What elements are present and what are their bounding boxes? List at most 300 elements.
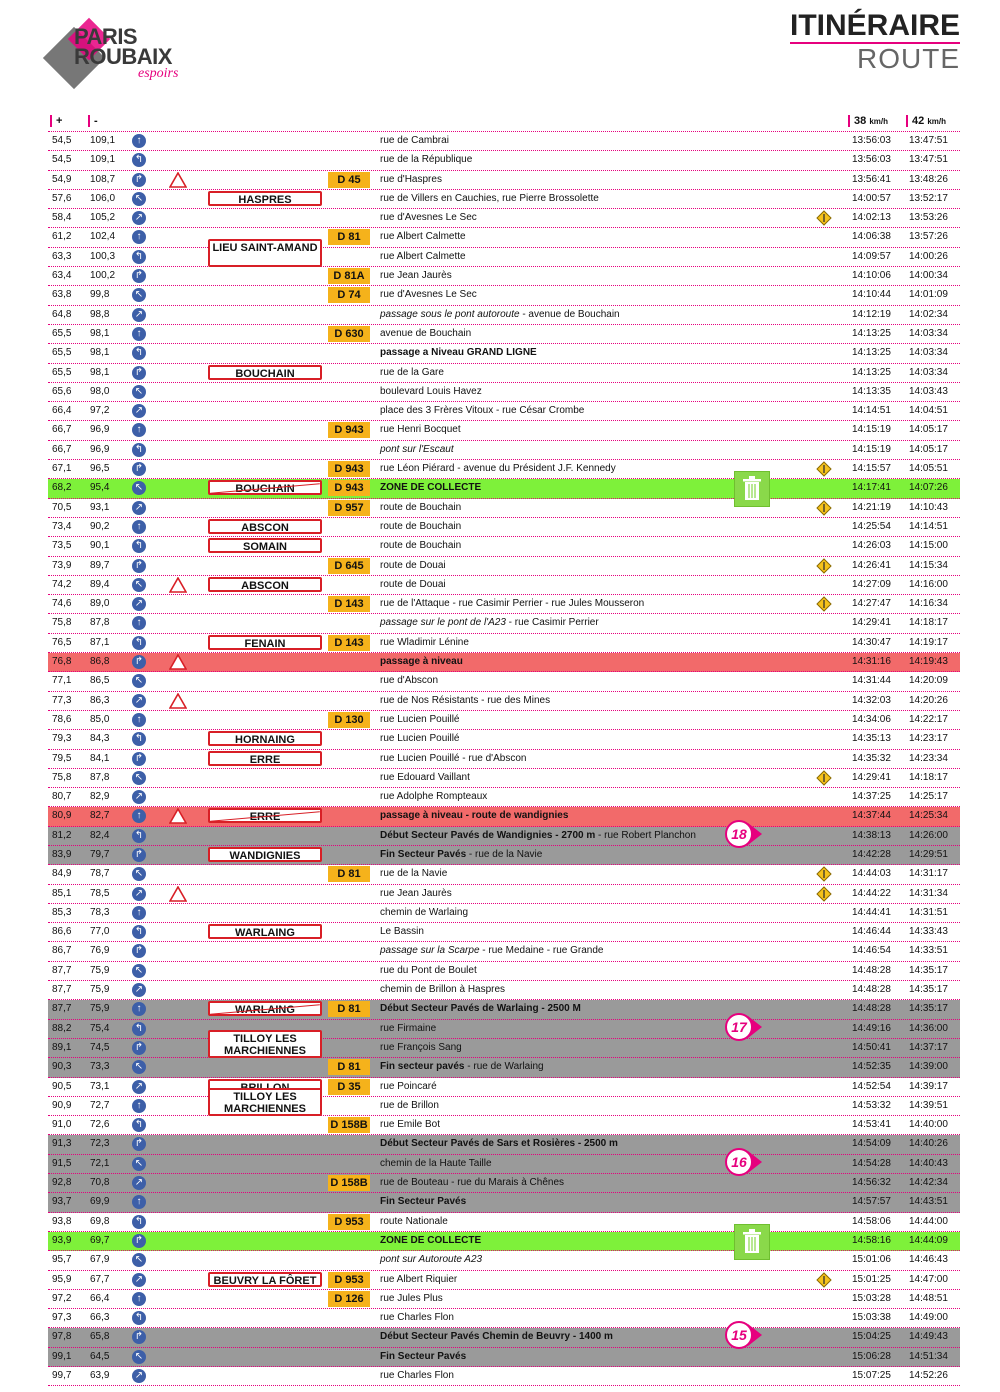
town-sign: ABSCON [208,577,322,592]
itinerary-table [48,113,960,1386]
direction-arrow-icon: ↰ [132,732,146,746]
route-description [380,193,599,204]
km-done: 57,6 [52,192,72,204]
description-text: rue Adolphe Rompteaux [380,791,488,803]
km-remaining: 87,8 [90,771,110,783]
route-description [380,231,466,242]
table-header [48,113,960,132]
table-row [48,267,960,286]
time-38kmh: 14:09:57 [852,250,891,262]
time-38kmh: 14:58:06 [852,1215,891,1227]
time-38kmh: 15:03:28 [852,1292,891,1304]
description-text: rue Albert Riquier [380,1273,458,1285]
table-row [48,1232,960,1251]
direction-arrow-icon: ↗ [132,1369,146,1383]
route-description [380,1081,437,1092]
km-done: 63,4 [52,270,72,282]
description-text: rue de la Navie [380,868,448,880]
description-text: rue Charles Flon [380,1370,454,1381]
time-42kmh: 14:05:51 [909,463,948,475]
warning-triangle-icon [169,693,187,709]
time-38kmh: 14:26:03 [852,540,891,552]
road-sign-turn-icon [816,558,832,574]
km-remaining: 106,0 [90,192,116,204]
description-bold: Fin Secteur Pavés [380,848,467,860]
table-row [48,962,960,981]
table-row [48,923,960,942]
table-row [48,557,960,576]
km-done: 65,5 [52,366,72,378]
road-number-badge: D 81A [328,268,370,284]
table-row [48,672,960,691]
town-sign: FENAIN [208,635,322,650]
time-42kmh: 14:18:17 [909,617,948,629]
direction-arrow-icon: ↗ [132,790,146,804]
km-done: 83,9 [52,848,72,860]
route-description [380,1235,481,1246]
road-number-badge: D 143 [328,596,370,612]
time-42kmh: 13:47:51 [909,154,948,166]
description-text: route de Douai [380,578,446,590]
km-done: 64,8 [52,308,72,320]
direction-arrow-icon: ↖ [132,867,146,881]
km-done: 74,2 [52,578,72,590]
direction-arrow-icon: ↑ [132,1195,146,1209]
km-done: 93,9 [52,1234,72,1246]
km-remaining: 102,4 [90,231,116,243]
time-42kmh: 14:22:17 [909,713,948,725]
direction-arrow-icon: ↱ [132,1234,146,1248]
km-done: 65,5 [52,327,72,339]
header-speed-42: 42 km/h [906,115,946,127]
km-done: 87,7 [52,964,72,976]
table-row [48,846,960,865]
km-done: 70,5 [52,501,72,513]
km-remaining: 73,3 [90,1061,110,1073]
route-description [380,328,471,339]
time-38kmh: 14:27:47 [852,598,891,610]
time-42kmh: 14:49:00 [909,1312,948,1324]
km-done: 80,7 [52,791,72,803]
warning-triangle-icon [169,808,187,824]
description-bold: passage à niveau [380,810,463,822]
time-38kmh: 14:46:44 [852,926,891,938]
description-text: rue Lucien Pouillé [380,713,460,725]
time-42kmh: 14:23:34 [909,752,948,764]
route-description [380,772,470,783]
table-row [48,402,960,421]
km-done: 61,2 [52,231,72,243]
route-description [380,502,461,513]
route-description [380,1351,466,1362]
km-remaining: 98,1 [90,327,110,339]
description-text: rue de Nos Résistants - rue des Mines [380,694,551,706]
route-description [380,174,442,185]
description-text: - rue de Warlaing [464,1061,544,1073]
time-38kmh: 14:57:57 [852,1196,891,1208]
time-42kmh: 14:00:34 [909,270,948,282]
description-text: rue Lucien Pouillé - rue d'Abscon [380,752,527,764]
direction-arrow-icon: ↑ [132,1292,146,1306]
direction-arrow-icon: ↱ [132,848,146,862]
road-number-badge: D 81 [328,229,370,245]
road-number-badge: D 81 [328,1001,370,1017]
description-text: rue Wladimir Lénine [380,636,469,648]
direction-arrow-icon: ↰ [132,250,146,264]
time-38kmh: 14:13:25 [852,366,891,378]
km-done: 86,6 [52,926,72,938]
km-remaining: 86,8 [90,656,110,668]
road-number-badge: D 143 [328,635,370,651]
description-text: Le Bassin [380,926,424,938]
table-row [48,692,960,711]
time-42kmh: 14:03:43 [909,385,948,397]
table-row [48,499,960,518]
time-42kmh: 13:48:26 [909,173,948,185]
time-42kmh: 14:37:17 [909,1041,948,1053]
warning-triangle-icon [169,654,187,670]
time-38kmh: 14:52:35 [852,1061,891,1073]
time-42kmh: 14:26:00 [909,829,948,841]
time-42kmh: 14:31:17 [909,868,948,880]
description-bold: Début Secteur Pavés de Wandignies - 2700 m [380,829,596,841]
route-description [380,251,466,262]
route-description [380,540,461,551]
km-remaining: 97,2 [90,405,110,417]
direction-arrow-icon: ↰ [132,829,146,843]
table-row [48,576,960,595]
km-done: 93,8 [52,1215,72,1227]
route-description [380,733,460,744]
direction-arrow-icon: ↗ [132,308,146,322]
km-done: 86,7 [52,945,72,957]
km-done: 77,3 [52,694,72,706]
time-38kmh: 14:49:16 [852,1022,891,1034]
description-text: rue Léon Piérard - avenue du Président J.F. Kennedy [380,463,616,475]
time-42kmh: 14:31:34 [909,887,948,899]
route-description [380,1061,544,1072]
town-sign: TILLOY LES MARCHIENNES [208,1088,322,1116]
km-done: 92,8 [52,1177,72,1189]
time-38kmh: 13:56:03 [852,135,891,146]
description-text: rue de la République [380,154,473,166]
table-row [48,1020,960,1039]
description-text: avenue de Bouchain [380,327,472,339]
route-description [380,579,446,590]
time-42kmh: 13:53:26 [909,212,948,224]
direction-arrow-icon: ↑ [132,327,146,341]
table-row [48,1367,960,1386]
time-42kmh: 14:20:09 [909,675,948,687]
time-42kmh: 14:14:51 [909,520,948,532]
table-row [48,306,960,325]
paris-roubaix-logo [46,22,186,92]
direction-arrow-icon: ↑ [132,906,146,920]
km-remaining: 98,0 [90,385,110,397]
town-sign: HORNAING [208,731,322,746]
km-done: 85,3 [52,906,72,918]
km-remaining: 64,5 [90,1350,110,1362]
time-42kmh: 13:47:51 [909,135,948,146]
time-42kmh: 14:07:26 [909,482,948,494]
description-text: rue d'Haspres [380,173,442,185]
direction-arrow-icon: ↑ [132,713,146,727]
km-done: 66,7 [52,424,72,436]
direction-arrow-icon: ↖ [132,1060,146,1074]
road-sign-fork-icon [816,866,832,882]
time-38kmh: 13:56:41 [852,173,891,185]
km-remaining: 90,2 [90,520,110,532]
time-38kmh: 14:15:57 [852,463,891,475]
direction-arrow-icon: ↖ [132,385,146,399]
time-42kmh: 14:25:34 [909,810,948,822]
km-remaining: 105,2 [90,212,116,224]
table-row [48,1271,960,1290]
direction-arrow-icon: ↑ [132,1002,146,1016]
warning-triangle-icon [169,172,187,188]
km-done: 87,7 [52,1003,72,1015]
time-42kmh: 14:18:17 [909,771,948,783]
km-done: 63,3 [52,250,72,262]
route-description [380,1274,457,1285]
table-row [48,1251,960,1270]
km-done: 67,1 [52,463,72,475]
table-row [48,634,960,653]
time-38kmh: 14:56:32 [852,1177,891,1189]
time-38kmh: 14:17:41 [852,482,891,494]
direction-arrow-icon: ↱ [132,366,146,380]
time-38kmh: 15:06:28 [852,1350,891,1362]
description-bold: passage à niveau [380,656,463,668]
direction-arrow-icon: ↰ [132,636,146,650]
time-42kmh: 14:04:51 [909,405,948,417]
km-done: 99,7 [52,1370,72,1381]
route-description [380,1177,564,1188]
direction-arrow-icon: ↱ [132,1041,146,1055]
time-42kmh: 14:39:51 [909,1099,948,1111]
time-38kmh: 14:32:03 [852,694,891,706]
direction-arrow-icon: ↖ [132,1157,146,1171]
town-sign: ERRE [208,751,322,766]
time-38kmh: 14:54:28 [852,1157,891,1169]
time-38kmh: 14:06:38 [852,231,891,243]
road-number-badge: D 953 [328,1214,370,1230]
km-remaining: 75,9 [90,1003,110,1015]
route-description [380,1158,492,1169]
header-km-remaining: - [88,115,98,127]
description-text: - rue Medaine - rue Grande [479,945,604,957]
time-38kmh: 14:12:19 [852,308,891,320]
route-description [380,907,468,918]
time-38kmh: 14:48:28 [852,1003,891,1015]
km-done: 97,8 [52,1331,72,1343]
description-bold: Fin secteur pavés [380,1061,465,1073]
description-italic: pont sur l'Escaut [380,443,454,455]
time-42kmh: 13:57:26 [909,231,948,243]
table-row [48,942,960,961]
km-remaining: 96,5 [90,463,110,475]
time-42kmh: 14:51:34 [909,1350,948,1362]
road-number-badge: D 943 [328,422,370,438]
direction-arrow-icon: ↰ [132,1118,146,1132]
table-row [48,1155,960,1174]
table-row [48,518,960,537]
sector-marker-icon [724,1012,764,1042]
table-row [48,228,960,247]
table-row [48,885,960,904]
route-description [380,444,454,455]
table-row [48,788,960,807]
km-remaining: 95,4 [90,482,110,494]
km-remaining: 82,4 [90,829,110,841]
km-remaining: 78,3 [90,906,110,918]
road-number-badge: D 81 [328,866,370,882]
time-42kmh: 14:19:17 [909,636,948,648]
km-done: 65,6 [52,385,72,397]
description-text: - rue Robert Planchon [595,829,696,841]
road-number-badge: D 957 [328,500,370,516]
km-remaining: 87,8 [90,617,110,629]
time-38kmh: 14:26:41 [852,559,891,571]
direction-arrow-icon: ↱ [132,269,146,283]
description-text: - avenue de Bouchain [519,308,620,320]
route-description [380,830,696,841]
description-text: rue Lucien Pouillé [380,733,460,745]
km-remaining: 85,0 [90,713,110,725]
direction-arrow-icon: ↱ [132,1137,146,1151]
direction-arrow-icon: ↰ [132,153,146,167]
route-description [380,984,505,995]
time-38kmh: 14:38:13 [852,829,891,841]
route-description [380,521,461,532]
route-description [380,270,452,281]
description-bold: passage a Niveau GRAND LIGNE [380,347,537,359]
km-remaining: 99,8 [90,289,110,301]
town-sign: HASPRES [208,191,322,206]
description-text: - rue Casimir Perrier [505,617,599,629]
km-done: 90,5 [52,1080,72,1092]
km-done: 84,9 [52,868,72,880]
km-done: 74,6 [52,598,72,610]
route-description [380,791,487,802]
direction-arrow-icon: ↗ [132,694,146,708]
time-38kmh: 14:53:32 [852,1099,891,1111]
table-row [48,421,960,440]
km-remaining: 109,1 [90,154,116,166]
time-42kmh: 14:35:17 [909,964,948,976]
table-row [48,653,960,672]
town-sign: WANDIGNIES [208,847,322,862]
warning-triangle-icon [169,886,187,902]
description-text: rue du Pont de Boulet [380,964,477,976]
route-description [380,482,481,493]
description-text: rue de la Gare [380,366,444,378]
time-38kmh: 14:13:25 [852,327,891,339]
km-remaining: 84,3 [90,733,110,745]
table-row [48,1213,960,1232]
time-42kmh: 14:39:17 [909,1080,948,1092]
time-42kmh: 14:02:34 [909,308,948,320]
description-text: rue Firmaine [380,1022,437,1034]
road-number-badge: D 943 [328,480,370,496]
km-remaining: 65,8 [90,1331,110,1343]
time-42kmh: 14:33:43 [909,926,948,938]
road-sign-warn-icon [816,770,832,786]
town-sign: BEUVRY LA FÔRET [208,1272,322,1287]
km-remaining: 109,1 [90,135,116,146]
route-description [380,309,620,320]
km-done: 89,1 [52,1041,72,1053]
route-description [380,135,449,146]
road-number-badge: D 126 [328,1291,370,1307]
route-description [380,637,469,648]
time-38kmh: 14:29:41 [852,617,891,629]
route-description [380,1293,443,1304]
town-sign: BOUCHAIN [208,480,322,495]
km-done: 97,2 [52,1292,72,1304]
direction-arrow-icon: ↗ [132,983,146,997]
direction-arrow-icon: ↗ [132,597,146,611]
km-remaining: 72,1 [90,1157,110,1169]
route-description [380,1023,436,1034]
time-42kmh: 14:19:43 [909,656,948,668]
sector-marker-icon [724,1147,764,1177]
time-38kmh: 14:37:25 [852,791,891,803]
table-row [48,769,960,788]
route-description [380,926,424,937]
road-sign-warn-icon [816,461,832,477]
description-text: rue d'Abscon [380,675,439,687]
route-description [380,424,461,435]
km-remaining: 89,0 [90,598,110,610]
description-text: route Nationale [380,1215,448,1227]
km-remaining: 75,9 [90,984,110,996]
route-description [380,849,542,860]
time-38kmh: 14:21:19 [852,501,891,513]
description-text: route de Bouchain [380,540,462,552]
km-remaining: 78,5 [90,887,110,899]
road-sign-fork-icon [816,596,832,612]
description-text: rue Albert Calmette [380,250,466,262]
km-remaining: 69,8 [90,1215,110,1227]
road-number-badge: D 645 [328,558,370,574]
table-row [48,1078,960,1097]
description-text: boulevard Louis Havez [380,385,482,397]
km-remaining: 79,7 [90,848,110,860]
town-sign: ABSCON [208,519,322,534]
route-description [380,1042,462,1053]
direction-arrow-icon: ↰ [132,539,146,553]
time-42kmh: 14:42:34 [909,1177,948,1189]
sector-number: 17 [731,1018,747,1035]
direction-arrow-icon: ↑ [132,423,146,437]
time-42kmh: 14:33:51 [909,945,948,957]
route-description [380,463,616,474]
trash-bin-icon [734,471,770,507]
header-km-done: + [50,115,62,127]
time-38kmh: 14:44:41 [852,906,891,918]
table-row [48,1193,960,1212]
time-42kmh: 14:36:00 [909,1022,948,1034]
description-text: rue d'Avesnes Le Sec [380,212,477,224]
time-42kmh: 14:35:17 [909,984,948,996]
time-42kmh: 14:40:26 [909,1138,948,1150]
km-done: 95,9 [52,1273,72,1285]
route-description [380,598,644,609]
itinerary-rows [48,132,960,1386]
km-done: 79,3 [52,733,72,745]
direction-arrow-icon: ↱ [132,462,146,476]
